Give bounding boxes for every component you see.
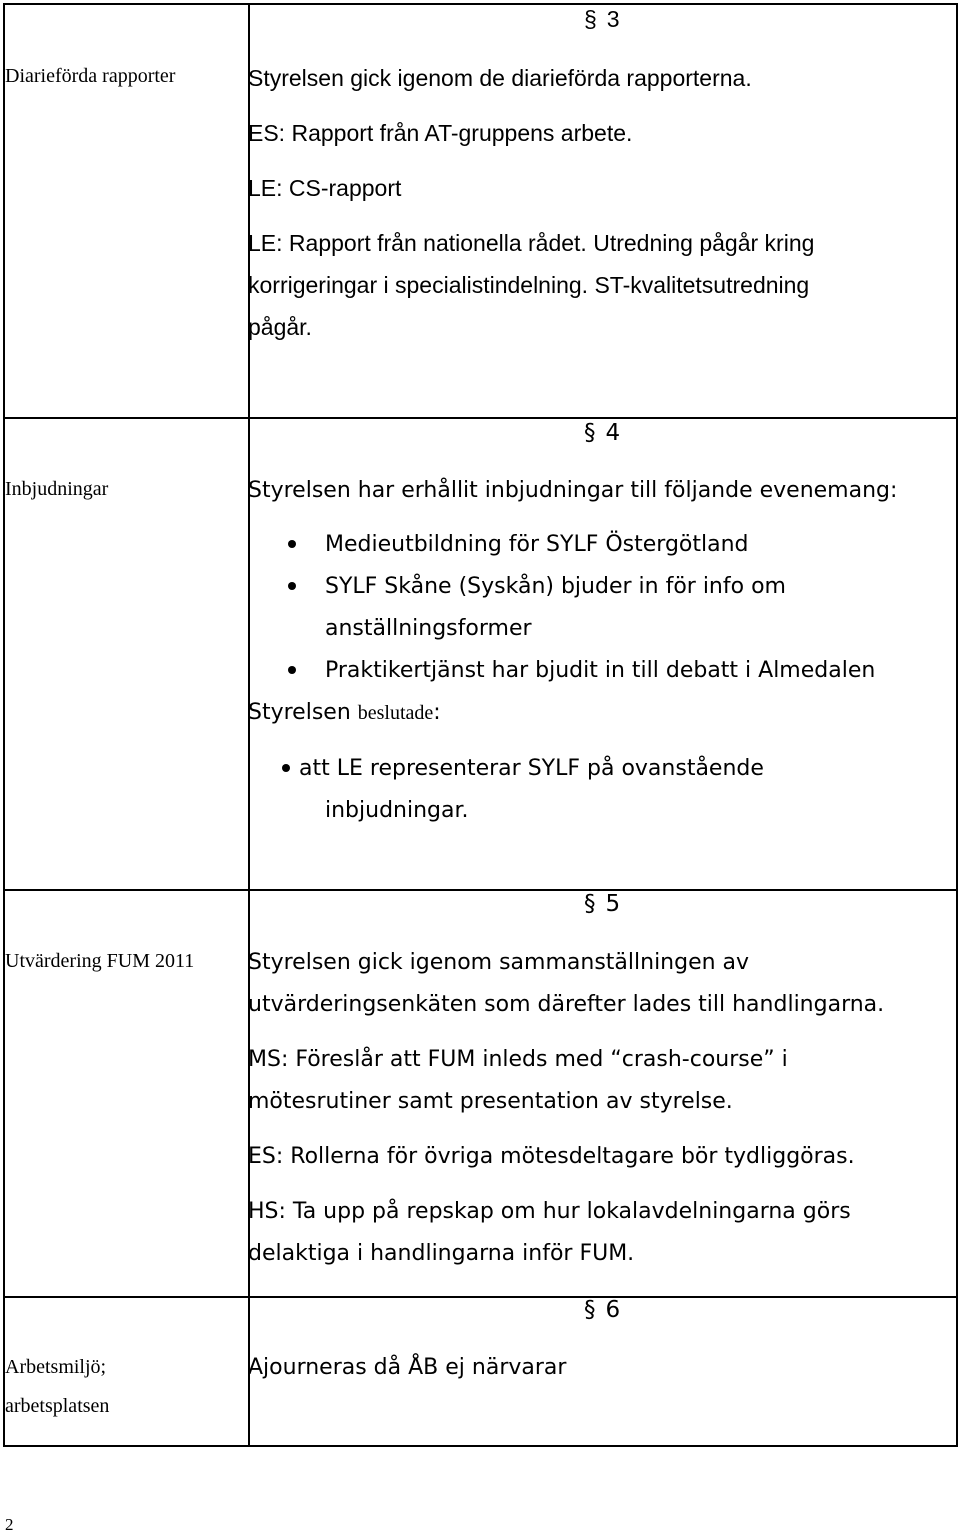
section-4-intro: Styrelsen har erhållit inbjudningar till följande evenemang: xyxy=(248,478,898,503)
bullet-icon xyxy=(282,764,290,772)
section-3-line: ES: Rapport från AT-gruppens arbete. xyxy=(248,120,633,146)
section-5-heading: § 5 xyxy=(584,891,621,917)
section-6-label-line2: arbetsplatsen xyxy=(5,1395,110,1417)
section-4-label: Inbjudningar xyxy=(5,478,109,500)
section-3-line: korrigeringar i specialistindelning. ST-kvalitetsutredning xyxy=(248,272,810,298)
section-3-line: pågår. xyxy=(248,314,312,340)
section-6-label-line1: Arbetsmiljö; xyxy=(5,1356,107,1378)
section-3-label: Diarieförda rapporter xyxy=(5,65,176,87)
section-3-heading: § 3 xyxy=(584,6,620,32)
row-divider-5-6 xyxy=(5,1296,956,1298)
section-3-line: LE: Rapport från nationella rådet. Utredning pågår kring xyxy=(248,230,815,256)
row-divider-4-5 xyxy=(5,889,956,891)
section-6-heading: § 6 xyxy=(584,1297,621,1323)
bullet-icon xyxy=(288,666,296,674)
section-5-line: mötesrutiner samt presentation av styrelse. xyxy=(248,1089,733,1114)
section-5-line: MS: Föreslår att FUM inleds med “crash-course” i xyxy=(248,1047,788,1072)
section-3-line: LE: CS-rapport xyxy=(248,175,402,201)
section-5-line: HS: Ta upp på repskap om hur lokalavdelningarna görs xyxy=(248,1199,851,1224)
section-5-line: delaktiga i handlingarna inför FUM. xyxy=(248,1241,635,1266)
section-5-line: Styrelsen gick igenom sammanställningen av xyxy=(248,950,750,975)
section-3-line: Styrelsen gick igenom de diarieförda rapporterna. xyxy=(248,65,752,91)
bullet-icon xyxy=(288,582,296,590)
page-number: 2 xyxy=(5,1515,14,1534)
section-4-decision: Styrelsen beslutade: xyxy=(248,700,441,725)
section-4-heading: § 4 xyxy=(584,420,621,446)
section-5-label: Utvärdering FUM 2011 xyxy=(5,950,195,972)
bullet-icon xyxy=(288,540,296,548)
section-5-line: utvärderingsenkäten som därefter lades till handlingarna. xyxy=(248,992,885,1017)
section-6-line: Ajourneras då ÅB ej närvarar xyxy=(248,1355,567,1380)
row-divider-3-4 xyxy=(5,417,956,419)
section-5-line: ES: Rollerna för övriga mötesdeltagare bör tydliggöras. xyxy=(248,1144,855,1169)
